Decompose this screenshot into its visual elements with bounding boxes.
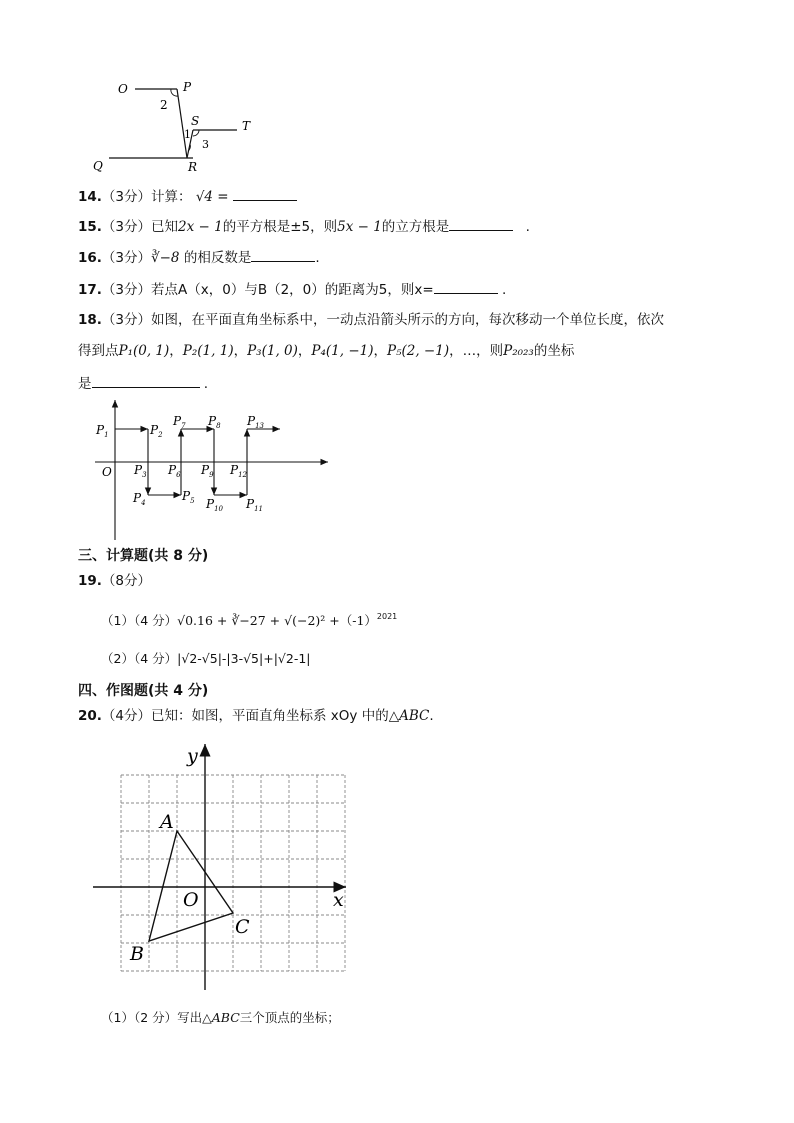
math-expression: ∛−8	[151, 250, 180, 266]
label-P12: $P_{12}$	[230, 463, 247, 479]
vertex-label-A: A	[160, 811, 174, 833]
label-Q: Q	[93, 159, 103, 173]
question-text: 得到点	[78, 343, 119, 359]
vertex-label-C: C	[235, 916, 250, 938]
answer-blank[interactable]	[251, 247, 315, 262]
question-number: 14.	[78, 189, 102, 205]
section-title-calculation: 三、计算题(共 8 分)	[78, 548, 209, 564]
label-P: P	[183, 80, 192, 94]
question-points: （3分）	[101, 219, 152, 235]
question-number: 20.	[78, 708, 102, 724]
point-p1: P₁(0, 1)	[118, 343, 170, 359]
answer-blank[interactable]	[449, 216, 513, 231]
axis-label-x: x	[333, 889, 344, 911]
question-text: 是	[78, 376, 92, 392]
origin-label: O	[183, 889, 199, 911]
label-P9: $P_9$	[201, 463, 214, 479]
label-S: S	[191, 114, 200, 128]
answer-blank[interactable]	[434, 279, 498, 294]
question-points: （3分）	[101, 189, 152, 205]
label-angle-3: 3	[202, 138, 209, 151]
answer-blank[interactable]	[233, 186, 297, 201]
math-expression: |√2-√5|-|3-√5|+|√2-1|	[177, 651, 311, 666]
question-19-part-1	[101, 607, 397, 631]
question-14	[78, 186, 297, 207]
question-18	[78, 310, 664, 330]
point-p5: P₅(2, −1)	[387, 343, 450, 359]
question-number: 16.	[78, 250, 102, 266]
question-points: （3分）	[101, 282, 152, 298]
question-20	[78, 706, 434, 726]
question-points: （4分）	[101, 708, 152, 724]
question-text: 若点A（x，0）与B（2，0）的距离为5，则x=	[151, 282, 434, 298]
triangle-abc	[149, 831, 233, 941]
question-text: 的相反数是	[183, 250, 252, 266]
question-number: 18.	[78, 312, 102, 328]
math-expression: √4 =	[195, 189, 229, 205]
question-text: 的平方根是±5，则	[222, 219, 338, 235]
label-P7: $P_7$	[173, 414, 186, 430]
answer-blank[interactable]	[92, 373, 200, 388]
figure-moving-point-path	[90, 396, 340, 544]
question-20-part-1	[101, 1008, 340, 1028]
part-label: （1）（2 分）写出	[101, 1010, 203, 1025]
axis-label-y: y	[187, 745, 198, 767]
figure-coordinate-grid	[90, 740, 360, 995]
triangle-name: △ABC	[388, 708, 430, 724]
question-tail: .	[315, 250, 320, 266]
question-text: 已知	[151, 219, 179, 235]
label-P8: $P_8$	[208, 414, 221, 430]
math-expression: 2x − 1	[178, 219, 223, 235]
question-tail: .	[203, 376, 209, 392]
question-17	[78, 279, 506, 300]
exponent: 2021	[376, 612, 398, 621]
label-P5: $P_5$	[182, 489, 195, 505]
part-label: （2）（4 分）	[101, 651, 178, 666]
label-P11: $P_{11}$	[246, 497, 263, 513]
question-18-line2: 得到点P₁(0, 1)，P₂(1, 1)，P₃(1, 0)，P₄(1, −1)，P₅(2, −1)，…，则P₂₀₂₃的坐标	[78, 343, 575, 359]
label-angle-1: 1	[184, 128, 191, 141]
question-points: （3分）	[101, 250, 152, 266]
grid-lines	[121, 775, 345, 971]
question-15	[78, 216, 530, 237]
question-number: 15.	[78, 219, 102, 235]
question-text: 三个顶点的坐标；	[239, 1010, 340, 1025]
question-number: 19.	[78, 573, 102, 589]
part-label: （1）（4 分）	[101, 613, 178, 628]
question-points: （8分）	[101, 573, 152, 589]
math-expression: 5x − 1	[337, 219, 382, 235]
label-P1: $P_1$	[96, 423, 109, 439]
question-text: 如图，在平面直角坐标系中，一动点沿箭头所示的方向，每次移动一个单位长度，依次	[151, 312, 665, 328]
question-16	[78, 247, 320, 268]
label-R: R	[188, 160, 198, 174]
point-p3: P₃(1, 0)	[247, 343, 298, 359]
vertex-label-B: B	[130, 943, 144, 965]
label-P3: $P_3$	[134, 463, 147, 479]
label-P13: $P_{13}$	[247, 414, 264, 430]
question-19	[78, 571, 151, 591]
label-angle-2: 2	[160, 98, 168, 112]
label-P6: $P_6$	[168, 463, 181, 479]
question-18-line3	[78, 373, 208, 394]
label-T: T	[242, 119, 251, 133]
point-p2: P₂(1, 1)	[182, 343, 234, 359]
question-points: （3分）	[101, 312, 152, 328]
question-tail: .	[501, 282, 507, 298]
question-text: 的坐标	[533, 343, 575, 359]
triangle-name: △ABC	[202, 1010, 240, 1025]
question-text: 计算：	[151, 189, 192, 205]
figure-parallel-lines	[85, 74, 275, 178]
math-expression: √0.16 + ∛−27 + √(−2)² +（-1）	[177, 613, 377, 628]
question-text: 的立方根是	[381, 219, 450, 235]
question-text: ，…，则	[449, 343, 504, 359]
section-title-drawing: 四、作图题(共 4 分)	[78, 683, 209, 699]
question-tail: .	[429, 708, 434, 724]
label-origin: O	[102, 465, 112, 479]
question-19-part-2	[101, 649, 311, 669]
point-p4: P₄(1, −1)	[311, 343, 374, 359]
question-number: 17.	[78, 282, 102, 298]
label-P2: $P_2$	[150, 423, 163, 439]
label-P10: $P_{10}$	[206, 497, 223, 513]
label-O: O	[118, 82, 128, 96]
target-point: P₂₀₂₃	[503, 343, 534, 359]
question-text: 已知：如图，平面直角坐标系 xOy 中的	[151, 708, 389, 724]
question-tail: .	[525, 219, 530, 235]
label-P4: $P_4$	[133, 491, 146, 507]
